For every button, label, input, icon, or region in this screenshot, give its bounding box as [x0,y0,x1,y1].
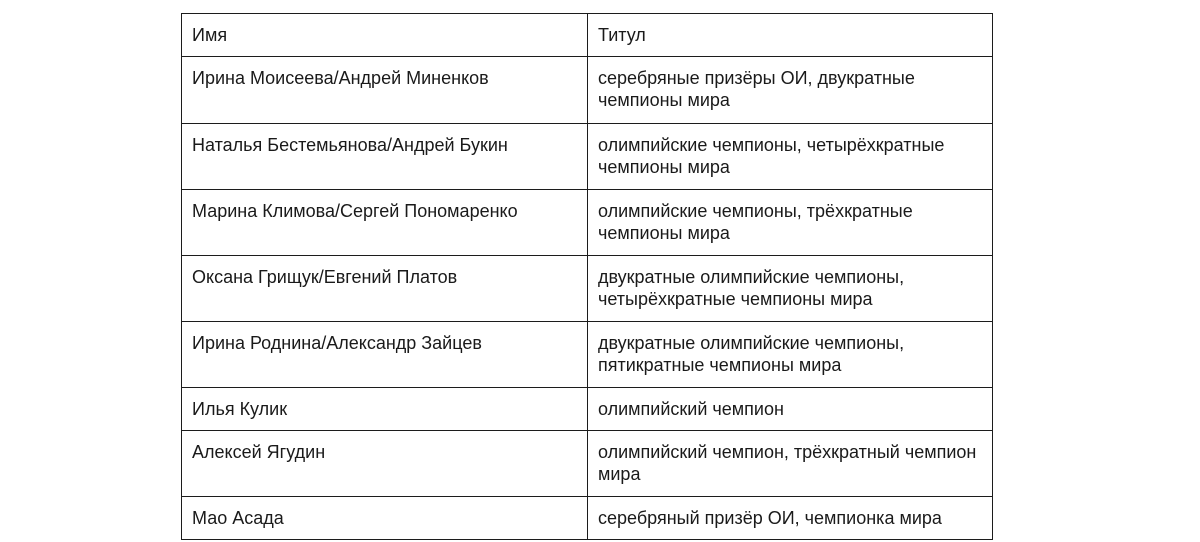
name-cell: Илья Кулик [182,388,588,431]
name-cell: Ирина Роднина/Александр Зайцев [182,322,588,388]
title-cell: серебряные призёры ОИ, двукратные чемпионы мира [588,57,993,124]
table-row [182,124,993,190]
name-cell: Ирина Моисеева/Андрей Миненков [182,57,588,124]
title-cell: олимпийский чемпион, трёхкратный чемпион мира [588,431,993,497]
skaters-table [181,13,993,540]
table-row [182,322,993,388]
header-name-cell: Имя [182,14,588,57]
title-cell: серебряный призёр ОИ, чемпионка мира [588,497,993,540]
name-cell: Алексей Ягудин [182,431,588,497]
title-cell: олимпийские чемпионы, трёхкратные чемпионы мира [588,190,993,256]
name-cell: Оксана Грищук/Евгений Платов [182,256,588,322]
title-cell: двукратные олимпийские чемпионы, пятикратные чемпионы мира [588,322,993,388]
table-row [182,388,993,431]
table-header-row [182,14,993,57]
header-title-cell: Титул [588,14,993,57]
table-row [182,190,993,256]
name-cell: Мао Асада [182,497,588,540]
title-cell: олимпийский чемпион [588,388,993,431]
title-cell: двукратные олимпийские чемпионы, четырёхкратные чемпионы мира [588,256,993,322]
name-cell: Марина Климова/Сергей Пономаренко [182,190,588,256]
name-cell: Наталья Бестемьянова/Андрей Букин [182,124,588,190]
table-row [182,431,993,497]
table-row [182,497,993,540]
table-row [182,57,993,124]
table-row [182,256,993,322]
title-cell: олимпийские чемпионы, четырёхкратные чемпионы мира [588,124,993,190]
